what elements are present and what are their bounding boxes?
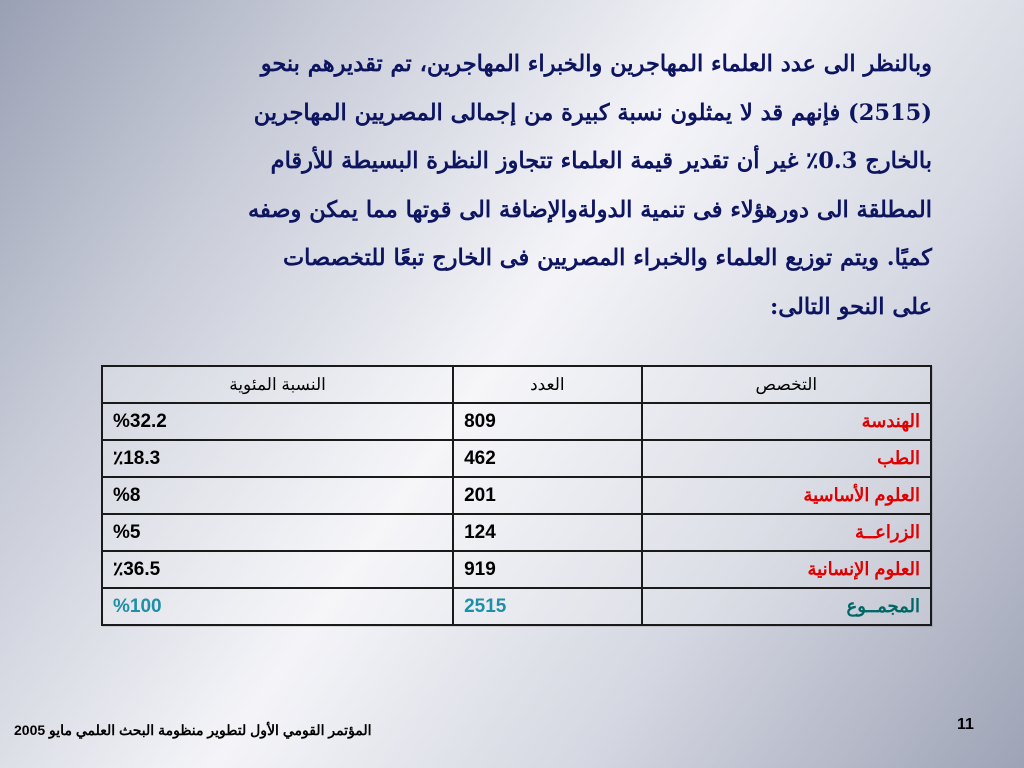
percent-cell: ٪18.3 [102,440,453,477]
total-label-cell: المجمــوع [642,588,931,625]
paragraph-line: بالخارج 0.3٪ غير أن تقدير قيمة العلماء تتجاوز النظرة البسيطة للأرقام [270,148,932,174]
paragraph-line: (2515) فإنهم قد لا يمثلون نسبة كبيرة من إجمالى المصريين المهاجرين [253,99,932,126]
paragraph-line: على النحو التالى: [769,293,932,320]
header-count: العدد [453,366,642,403]
count-cell: 919 [453,551,642,588]
count-cell: 124 [453,514,642,551]
header-percent: النسبة المئوية [102,366,453,403]
table-row [102,551,931,588]
specialty-cell: الزراعــة [642,514,931,551]
count-cell: 462 [453,440,642,477]
total-percent-cell: %100 [102,588,453,625]
percent-cell: %8 [102,477,453,514]
table-header-row [102,366,931,403]
specialty-cell: العلوم الأساسية [642,477,931,514]
footer-conference-title: المؤتمر القومي الأول لتطوير منظومة البحث العلمي مايو 2005 [14,722,372,738]
table-row [102,403,931,440]
specialty-cell: العلوم الإنسانية [642,551,931,588]
table-total-row [102,588,931,625]
total-count-cell: 2515 [453,588,642,625]
specialty-distribution-table [101,365,932,626]
percent-cell: ٪36.5 [102,551,453,588]
percent-cell: %5 [102,514,453,551]
specialty-cell: الطب [642,440,931,477]
table-row [102,514,931,551]
page-number: 11 [957,716,974,733]
percent-cell: %32.2 [102,403,453,440]
intro-paragraph [92,40,932,331]
header-specialty: التخصص [642,366,931,403]
count-cell: 201 [453,477,642,514]
table-row [102,440,931,477]
paragraph-line: كميًا. ويتم توزيع العلماء والخبراء المصريين فى الخارج تبعًا للتخصصات [282,245,932,271]
paragraph-line: المطلقة الى دورهؤلاء فى تنمية الدولةوالإضافة الى قوتها مما يمكن وصفه [247,196,932,223]
paragraph-line: وبالنظر الى عدد العلماء المهاجرين والخبراء المهاجرين، تم تقديرهم بنحو [260,51,932,77]
table-row [102,477,931,514]
count-cell: 809 [453,403,642,440]
specialty-cell: الهندسة [642,403,931,440]
